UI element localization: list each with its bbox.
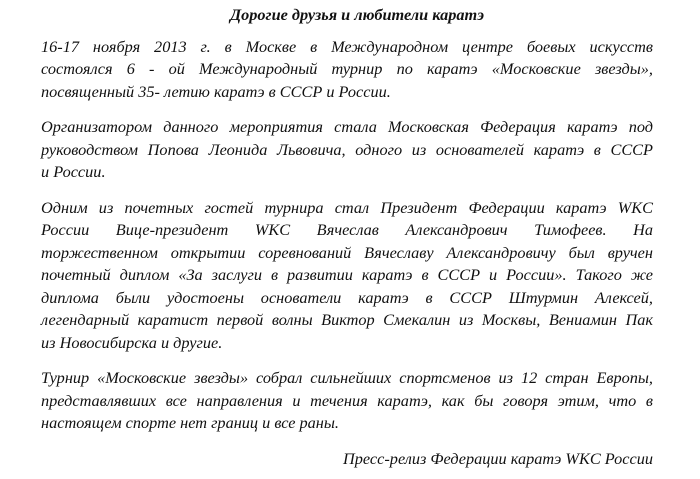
- text-line: представлявших все направления и течения каратэ, как бы говоря этим, что в: [41, 390, 653, 410]
- paragraph-organizer: [41, 116, 653, 184]
- text-line: из Новосибирска и другие.: [41, 332, 223, 352]
- text-line: настоящем спорте нет границ и все раны.: [41, 413, 339, 432]
- paragraph-tournament: [41, 36, 653, 104]
- text-line: торжественном открытии соревнований Вячеславу Александровичу был вручен: [41, 242, 653, 262]
- text-line: руководством Попова Леонида Львовича, одного из основателей каратэ в СССР: [41, 139, 653, 159]
- text-line: почетный диплом «За заслуги в развитии каратэ в СССР и России». Такого же: [41, 265, 653, 284]
- document-title: Дорогие друзья и любители каратэ: [230, 5, 484, 24]
- text-line: состоялся 6 - ой Международный турнир по каратэ «Московские звезды»,: [41, 59, 653, 78]
- text-line: Турнир «Московские звезды» собрал сильнейших спортсменов из 12 стран Европы,: [41, 368, 653, 387]
- text-line: Организатором данного мероприятия стала Московская Федерация каратэ под: [41, 117, 653, 136]
- paragraph-participants: [41, 367, 653, 435]
- text-line: и России.: [41, 162, 106, 181]
- press-release-signature: Пресс-релиз Федерации каратэ WKC России: [343, 448, 653, 468]
- text-line: диплома были удостоены основатели каратэ в СССР Штурмин Алексей,: [41, 287, 653, 307]
- text-line: России Вице-президент WKC Вячеслав Александрович Тимофеев. На: [41, 220, 653, 239]
- text-line: 16-17 ноября 2013 г. в Москве в Международном центре боевых искусств: [41, 36, 653, 56]
- text-line: Одним из почетных гостей турнира стал Президент Федерации каратэ WKC: [41, 197, 653, 217]
- paragraph-guests: [41, 197, 653, 355]
- text-line: легендарный каратист первой волны Виктор Смекалин из Москвы, Вениамин Пак: [41, 310, 653, 329]
- text-line: посвященный 35- летию каратэ в СССР и России.: [41, 81, 391, 101]
